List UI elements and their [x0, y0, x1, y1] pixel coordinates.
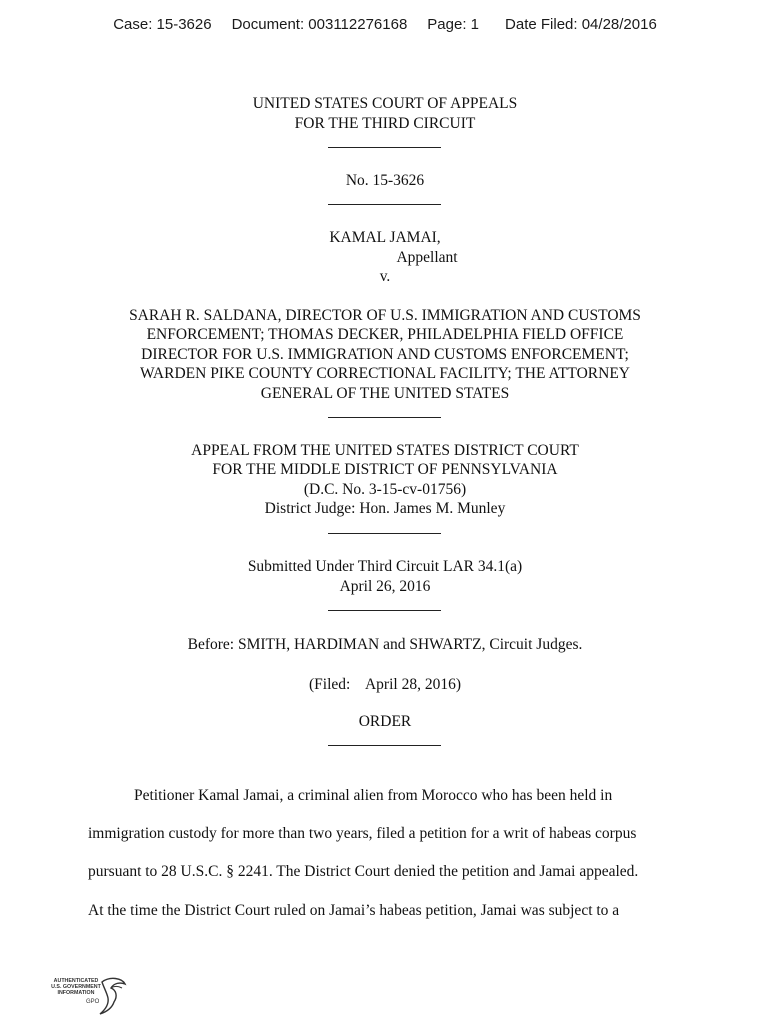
divider — [328, 610, 441, 611]
versus: v. — [379, 268, 391, 285]
court-name-line2: FOR THE THIRD CIRCUIT — [294, 115, 476, 132]
appeal-from-line: FOR THE MIDDLE DISTRICT OF PENNSYLVANIA — [212, 461, 558, 478]
order-title: ORDER — [358, 713, 412, 730]
filed-date: (Filed: April 28, 2016) — [309, 676, 461, 693]
appellee-line: ENFORCEMENT; THOMAS DECKER, PHILADELPHIA FIELD OFFICE — [146, 326, 624, 343]
body-line: At the time the District Court ruled on Jamai’s habeas petition, Jamai was subject to a — [88, 902, 620, 919]
header-case: Case: 15-3626 — [113, 16, 212, 33]
submission-line: Submitted Under Third Circuit LAR 34.1(a) — [247, 558, 523, 575]
body-line: Petitioner Kamal Jamai, a criminal alien from Morocco who has been held in — [134, 787, 613, 804]
filing-header — [0, 16, 770, 33]
appellee-line: GENERAL OF THE UNITED STATES — [260, 385, 510, 402]
header-page: Page: 1 — [427, 16, 480, 33]
appellant-role: Appellant — [396, 249, 458, 266]
district-judge: District Judge: Hon. James M. Munley — [264, 500, 506, 517]
submission-date: April 26, 2016 — [339, 578, 431, 595]
body-line: pursuant to 28 U.S.C. § 2241. The District Court denied the petition and Jamai appealed. — [88, 863, 639, 880]
seal-gpo-label: GPO — [86, 999, 100, 1005]
header-date-filed: Date Filed: 04/28/2016 — [505, 16, 657, 33]
gpo-authentication-seal — [44, 976, 130, 1018]
divider — [328, 533, 441, 534]
eagle-icon — [98, 976, 128, 1018]
seal-text: AUTHENTICATED U.S. GOVERNMENT INFORMATION — [51, 978, 101, 996]
divider — [328, 417, 441, 418]
appellee-line: WARDEN PIKE COUNTY CORRECTIONAL FACILITY; THE ATTORNEY — [140, 365, 630, 382]
appellee-line: DIRECTOR FOR U.S. IMMIGRATION AND CUSTOMS ENFORCEMENT; — [141, 346, 629, 363]
appeal-from-line: APPEAL FROM THE UNITED STATES DISTRICT COURT — [191, 442, 579, 459]
divider — [328, 204, 441, 205]
appellee-line: SARAH R. SALDANA, DIRECTOR OF U.S. IMMIGRATION AND CUSTOMS — [129, 307, 641, 324]
appellant-name: KAMAL JAMAI, — [329, 229, 441, 246]
district-case-number: (D.C. No. 3-15-cv-01756) — [303, 481, 467, 498]
divider — [328, 147, 441, 148]
case-number: No. 15-3626 — [345, 172, 425, 189]
header-document: Document: 003112276168 — [231, 16, 408, 33]
body-line: immigration custody for more than two years, filed a petition for a writ of habeas corpus — [88, 825, 637, 842]
panel-judges: Before: SMITH, HARDIMAN and SHWARTZ, Circuit Judges. — [187, 636, 583, 653]
court-name-line1: UNITED STATES COURT OF APPEALS — [252, 95, 518, 112]
divider — [328, 745, 441, 746]
